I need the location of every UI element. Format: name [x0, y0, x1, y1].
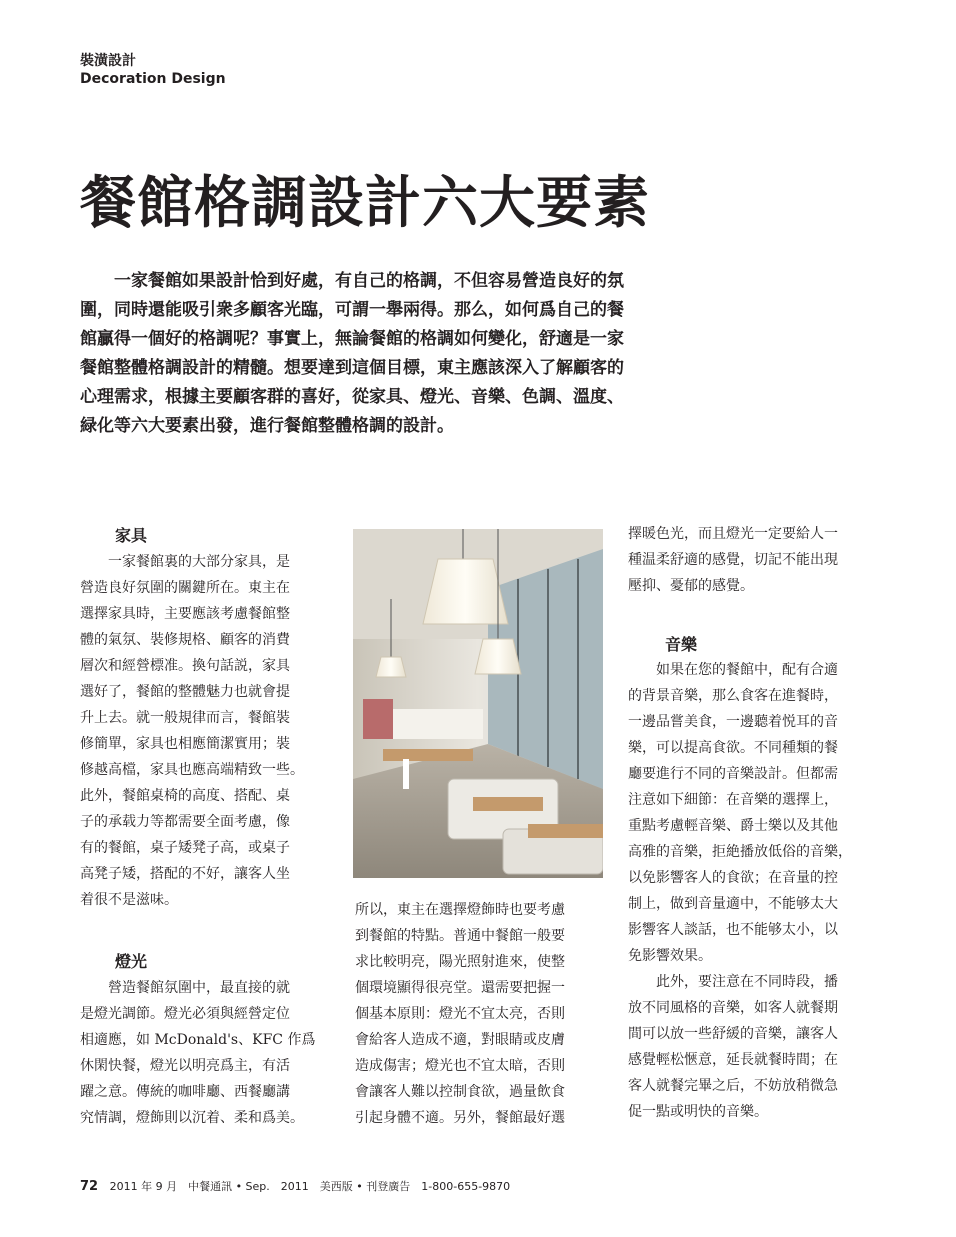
text-line: 客人就餐完畢之后，不妨放稍微急 — [628, 1078, 838, 1094]
text-line: 所以，東主在選擇燈飾時也要考慮 — [355, 902, 565, 918]
text-line: 影響客人談話，也不能够太小，以 — [628, 922, 838, 938]
section-label-cn: 裝潢設計 — [80, 53, 136, 69]
text-line: 個環境顯得很亮堂。還需要把握一 — [355, 980, 565, 996]
text-line: 間可以放一些舒緩的音樂，讓客人 — [628, 1026, 838, 1042]
page-footer — [80, 1179, 510, 1195]
text-line: 一家餐館如果設計恰到好處，有自己的格調，不但容易營造良好的氛 — [80, 271, 624, 291]
text-line: 引起身體不適。另外，餐館最好選 — [355, 1110, 565, 1126]
text-line: 制上，做到音量適中，不能够太大 — [628, 896, 838, 912]
text-line: 心理需求，根據主要顧客群的喜好，從家具、燈光、音樂、色調、溫度、 — [80, 387, 624, 407]
text-line: 高雅的音樂，拒絶播放低俗的音樂， — [628, 844, 852, 860]
text-line: 升上去。就一般規律而言，餐館裝 — [80, 710, 290, 726]
text-line: 會給客人造成不適，對眼睛或皮膚 — [355, 1032, 565, 1048]
text-line: 壓抑、憂郁的感覺。 — [628, 578, 754, 594]
text-line: 躍之意。傳統的咖啡廳、西餐廳講 — [80, 1084, 290, 1100]
text-line: 到餐館的特點。普通中餐館一般要 — [355, 928, 565, 944]
section-label-en: Decoration Design — [80, 71, 226, 87]
heading-lighting: 燈光 — [115, 952, 148, 971]
text-line: 樂，可以提高食欲。不同種類的餐 — [628, 740, 838, 756]
text-line: 注意如下細節：在音樂的選擇上， — [628, 792, 838, 808]
text-line: 放不同風格的音樂，如客人就餐期 — [628, 1000, 838, 1016]
text-line: 是燈光調節。燈光必須與經營定位 — [80, 1006, 290, 1022]
lighting-text-col1 — [80, 975, 330, 1131]
text-line: 體的氣氛、裝修規格、顧客的消費 — [80, 632, 290, 648]
text-line: 免影響效果。 — [628, 948, 712, 964]
text-line: 如果在您的餐館中，配有合適 — [628, 662, 838, 678]
text-line: 圍，同時還能吸引衆多顧客光臨，可謂一舉兩得。那么，如何爲自己的餐 — [80, 300, 624, 320]
text-line: 個基本原則：燈光不宜太亮，否則 — [355, 1006, 565, 1022]
text-line: 會讓客人難以控制食欲，過量飲食 — [355, 1084, 565, 1100]
text-line: 促一點或明快的音樂。 — [628, 1104, 768, 1120]
text-line: 求比較明亮，陽光照射進來，使整 — [355, 954, 565, 970]
text-line: 修簡單，家具也相應簡潔實用；裝 — [80, 736, 290, 752]
text-line: 種温柔舒適的感覺，切記不能出現 — [628, 552, 838, 568]
footer-publication-info: 2011 年 9 月 中餐通訊 • Sep. 2011 美西版 • 刊登廣告 1-800-655-9870 — [109, 1180, 511, 1193]
lighting-text-col2 — [355, 897, 605, 1131]
text-line: 有的餐館，桌子矮凳子高，或桌子 — [80, 840, 290, 856]
text-line: 館贏得一個好的格調呢？事實上，無論餐館的格調如何變化，舒適是一家 — [80, 329, 624, 349]
text-line: 重點考慮輕音樂、爵士樂以及其他 — [628, 818, 838, 834]
text-line: 廳要進行不同的音樂設計。但都需 — [628, 766, 838, 782]
text-line: 選好了，餐館的整體魅力也就會提 — [80, 684, 290, 700]
text-line: 餐館整體格調設計的精髓。想要達到這個目標，東主應該深入了解顧客的 — [80, 358, 624, 378]
text-line: 此外，餐館桌椅的高度、搭配、桌 — [80, 788, 290, 804]
text-line: 選擇家具時，主要應該考慮餐館整 — [80, 606, 290, 622]
text-line: 高凳子矮，搭配的不好，讓客人坐 — [80, 866, 290, 882]
pendant-lamp-small — [376, 657, 406, 677]
heading-furniture: 家具 — [115, 526, 148, 545]
text-line: 的背景音樂，那么食客在進餐時， — [628, 688, 838, 704]
text-line: 營造良好氛圍的關鍵所在。東主在 — [80, 580, 290, 596]
text-line: 造成傷害；燈光也不宜太暗，否則 — [355, 1058, 565, 1074]
text-line: 感覺輕松愜意，延長就餐時間；在 — [628, 1052, 838, 1068]
heading-music: 音樂 — [665, 635, 698, 654]
page-number: 72 — [80, 1179, 99, 1194]
lighting-text-col3 — [628, 521, 880, 599]
text-line: 子的承载力等都需要全面考慮，像 — [80, 814, 290, 830]
text-line: 一家餐館裏的大部分家具，是 — [80, 554, 290, 570]
text-line: 層次和經營標准。換句話説，家具 — [80, 658, 290, 674]
text-line: 擇暖色光，而且燈光一定要給人一 — [628, 526, 838, 542]
music-text — [628, 657, 880, 1125]
furniture-text — [80, 549, 330, 913]
restaurant-interior-photo — [353, 529, 603, 878]
pendant-lamp-mid — [475, 639, 521, 674]
text-line: 一邊品嘗美食，一邊聽着悦耳的音 — [628, 714, 838, 730]
text-line: 營造餐館氛圍中，最直接的就 — [80, 980, 290, 996]
text-line: 究情調，燈飾則以沉着、柔和爲美。 — [80, 1110, 304, 1126]
text-line: 着很不是滋味。 — [80, 892, 178, 908]
text-line: 緑化等六大要素出發，進行餐館整體格調的設計。 — [80, 416, 454, 436]
text-line: 修越高檔，家具也應高端精致一些。 — [80, 762, 304, 778]
pendant-lamp-large — [423, 559, 508, 624]
article-title: 餐館格調設計六大要素 — [80, 170, 650, 236]
intro-paragraph — [80, 267, 870, 441]
text-line: 相適應，如 McDonald's、KFC 作爲 — [80, 1032, 316, 1048]
text-line: 此外，要注意在不同時段，播 — [628, 974, 838, 990]
text-line: 以免影響客人的食欲；在音量的控 — [628, 870, 838, 886]
text-line: 休閑快餐，燈光以明亮爲主，有活 — [80, 1058, 290, 1074]
